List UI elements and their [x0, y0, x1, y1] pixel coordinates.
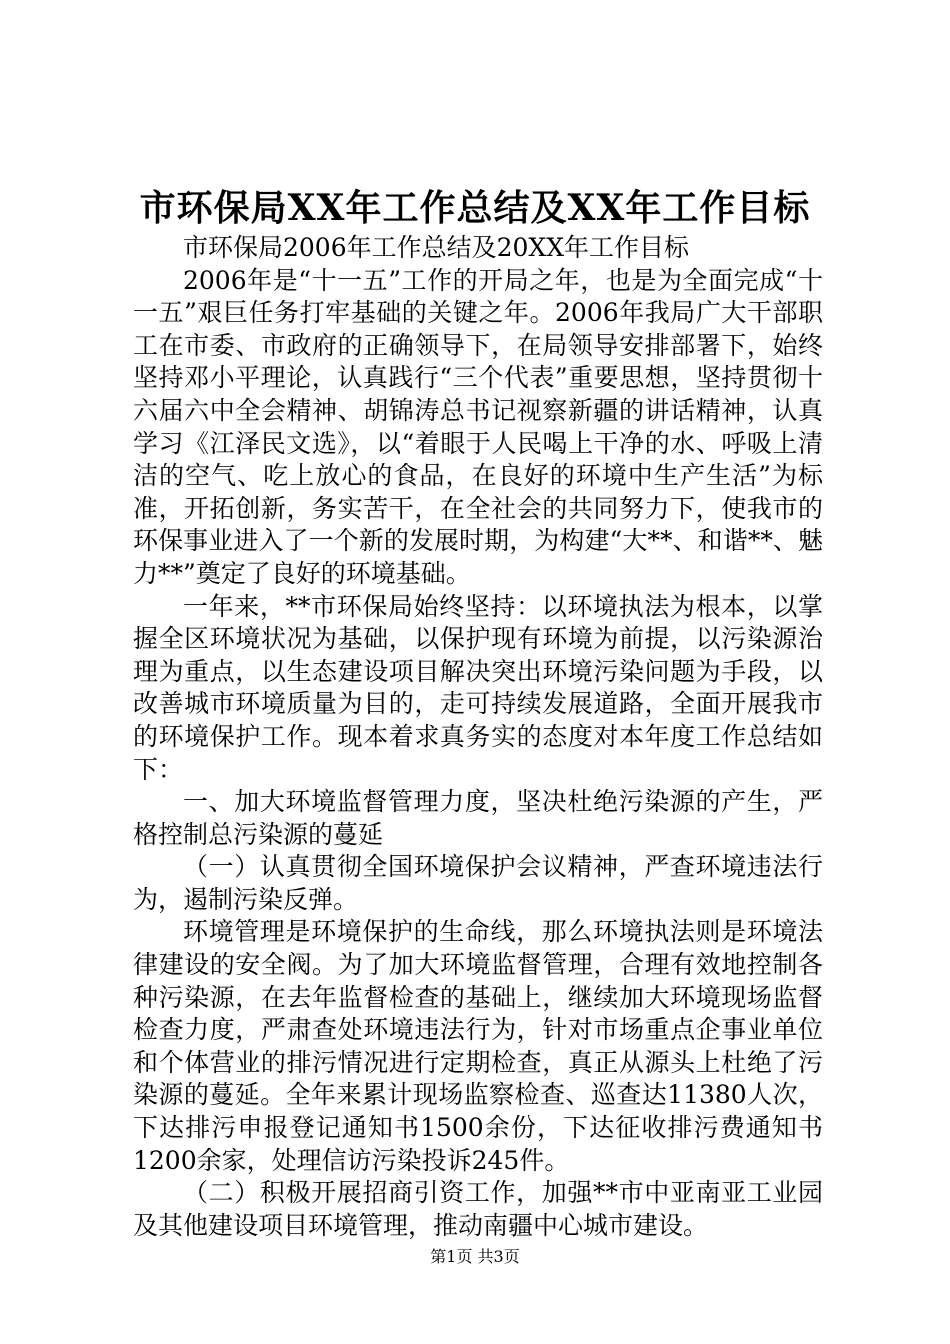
- document-title: 市环保局XX年工作总结及XX年工作目标: [139, 187, 811, 229]
- document-body: [133, 232, 823, 1242]
- body-paragraph: 2006年是“十一五”工作的开局之年，也是为全面完成“十一五”艰巨任务打牢基础的关键之年。2006年我局广大干部职工在市委、市政府的正确领导下，在局领导安排部署下，始终坚持邓小平理论，认真践行“三个代表”重要思想，坚持贯彻十六届六中全会精神、胡锦涛总书记视察新疆的讲话精神，认真学习《江泽民文选》，以“着眼于人民喝上干净的水、呼吸上清洁的空气、吃上放心的食品，在良好的环境中生产生活”为标准，开拓创新，务实苦干，在全社会的共同努力下，使我市的环保事业进入了一个新的发展时期，为构建“大**、和谐**、魅力**”奠定了良好的环境基础。: [133, 265, 823, 588]
- subsection-heading: （一）认真贯彻全国环境保护会议精神，严查环境违法行为，遏制污染反弹。: [133, 852, 823, 914]
- page-footer: 第1页 共3页: [430, 1247, 520, 1266]
- body-paragraph: 一年来，**市环保局始终坚持：以环境执法为根本，以掌握全区环境状况为基础，以保护现有环境为前提，以污染源治理为重点，以生态建设项目解决突出环境污染问题为手段，以改善城市环境质量为目的，走可持续发展道路，全面开展我市的环境保护工作。现本着求真务实的态度对本年度工作总结如下：: [133, 591, 823, 784]
- subtitle-paragraph: 市环保局2006年工作总结及20XX年工作目标: [183, 233, 690, 262]
- section-heading: 一、加大环境监督管理力度，坚决杜绝污染源的产生，严格控制总污染源的蔓延: [133, 787, 823, 849]
- body-paragraph: 环境管理是环境保护的生命线，那么环境执法则是环境法律建设的安全阀。为了加大环境监督管理，合理有效地控制各种污染源，在去年监督检查的基础上，继续加大环境现场监督检查力度，严肃查处环境违法行为，针对市场重点企事业单位和个体营业的排污情况进行定期检查，真正从源头上杜绝了污染源的蔓延。全年来累计现场监察检查、巡查达11380人次，下达排污申报登记通知书1500余份，下达征收排污费通知书1200余家，处理信访污染投诉245件。: [133, 917, 823, 1175]
- subsection-heading: （二）积极开展招商引资工作，加强**市中亚南亚工业园及其他建设项目环境管理，推动南疆中心城市建设。: [133, 1178, 823, 1240]
